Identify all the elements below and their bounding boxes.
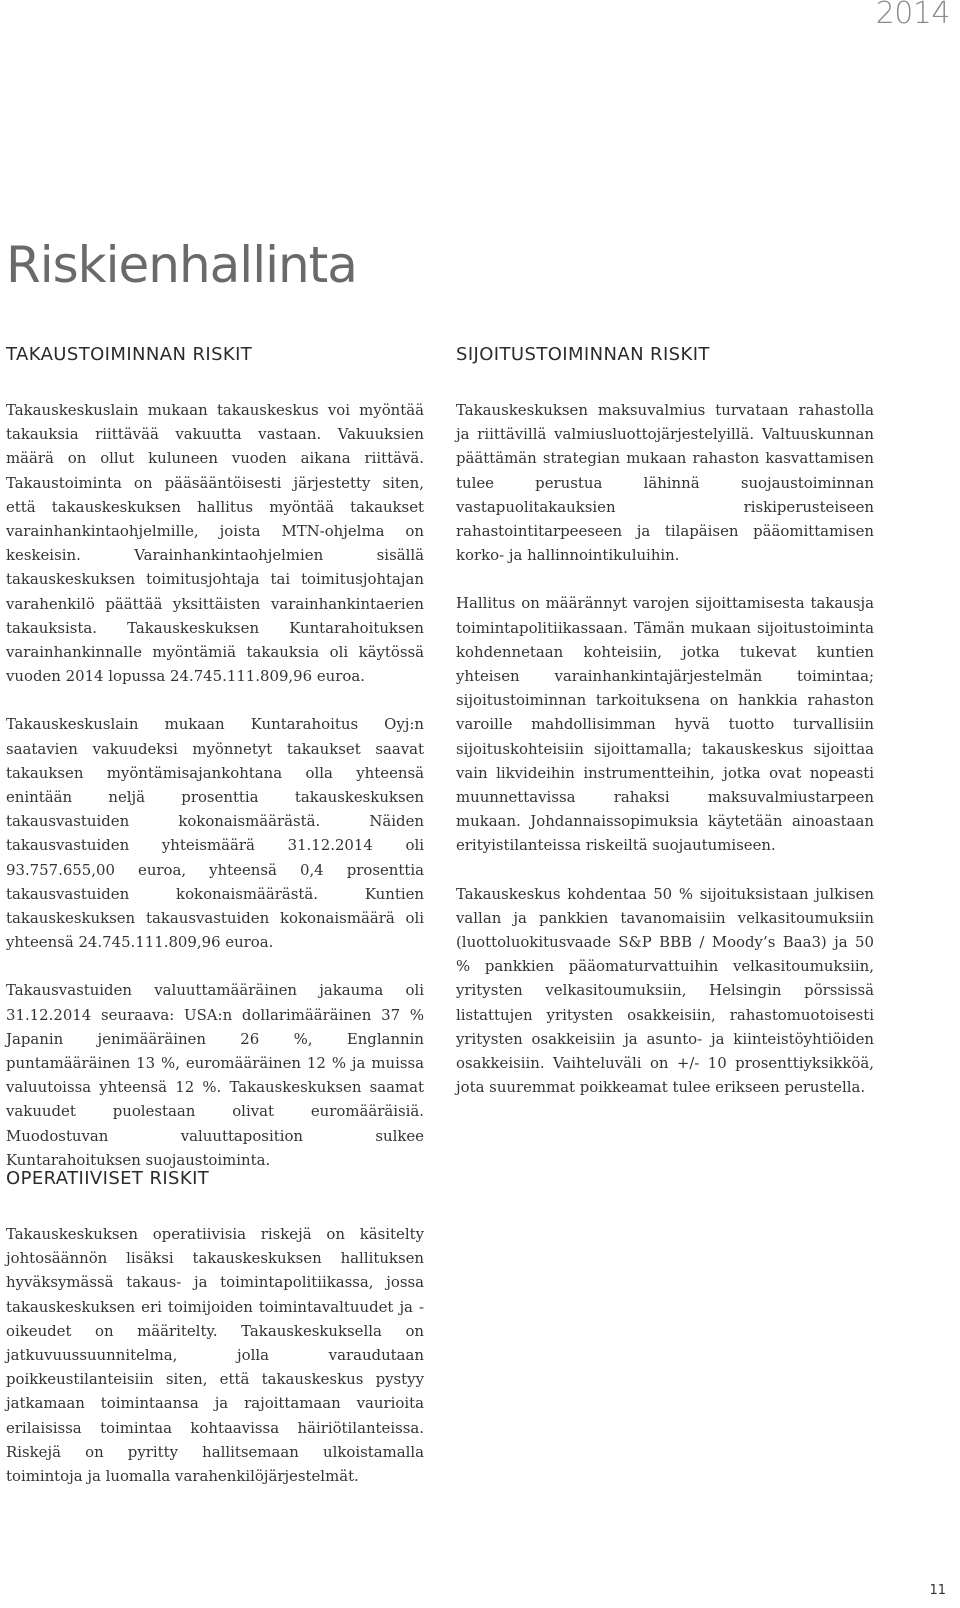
page-number: 11	[929, 1583, 946, 1598]
section-heading: TAKAUSTOIMINNAN RISKIT	[6, 344, 253, 365]
section-heading: SIJOITUSTOIMINNAN RISKIT	[456, 344, 710, 365]
section-takaustoiminnan-riskit	[6, 342, 424, 1196]
section-sijoitustoiminnan-riskit	[456, 342, 874, 1123]
paragraph: Takausvastuiden valuuttamääräinen jakauma oli 31.12.2014 seuraava: USA:n dollarimääräinen 37 % Japanin jenimääräinen 26 %, Englannin puntamääräinen 13 %, euromääräinen 12 % ja muissa valuutoissa yhteensä 12 %. Takauskeskuksen saamat vakuudet puolestaan olivat euromääräisiä. Muodostuvan valuuttaposition sulkee Kuntarahoituksen suojaustoiminta.	[6, 981, 424, 1169]
section-heading: OPERATIIVISET RISKIT	[6, 1168, 210, 1189]
section-operatiiviset-riskit	[6, 1166, 424, 1512]
paragraph: Hallitus on määrännyt varojen sijoittamisesta takausja toimintapolitiikassaan. Tämän mukaan sijoitustoiminta kohdennetaan kohteisiin, jotka tukevat kuntien yhteisen varainhankintajärjestelmän toimintaa; sijoitustoiminnan tarkoituksena on hankkia rahaston varoille mahdollisimman hyvä tuotto turvallisiin sijoituskohteisiin sijoittamalla; takauskeskus sijoittaa vain likvideihin instrumentteihin, jotka ovat nopeasti muunnettavissa rahaksi maksuvalmiustarpeen mukaan. Johdannaissopimuksia käytetään ainoastaan erityistilanteissa riskeiltä suojautumiseen.	[456, 594, 874, 855]
paragraph: Takauskeskuslain mukaan Kuntarahoitus Oyj:n saatavien vakuudeksi myönnetyt takaukset saavat takauksen myöntämisajankohtana olla yhteensä enintään neljä prosenttia takauskeskuksen takausvastuiden kokonaismäärästä. Näiden takausvastuiden yhteismäärä 31.12.2014 oli 93.757.655,00 euroa, yhteensä 0,4 prosenttia takausvastuiden kokonaismäärästä. Kuntien takauskeskuksen takausvastuiden kokonaismäärä oli yhteensä 24.745.111.809,96 euroa.	[6, 715, 424, 952]
paragraph: Takauskeskus kohdentaa 50 % sijoituksistaan julkisen vallan ja pankkien tavanomaisiin velkasitoumuksiin (luottoluokitusvaade S&P BBB / Moody’s Baa3) ja 50 % pankkien pääomaturvattuihin velkasitoumuksiin, yritysten velkasitoumuksiin, Helsingin pörssissä listattujen yritysten osakkeisiin, rahastomuotoisesti yritysten osakkeisiin ja asunto- ja kiinteistöyhtiöiden osakkeisiin. Vaihteluväli on +/- 10 prosenttiyksikköä, jota suuremmat poikkeamat tulee erikseen perustella.	[456, 884, 874, 1097]
paragraph: Takauskeskuksen operatiivisia riskejä on käsitelty johtosäännön lisäksi takauskeskuksen hallituksen hyväksymässä takaus- ja toimintapolitiikassa, jossa takauskeskuksen eri toimijoiden toimintavaltuudet ja -oikeudet on määritelty. Takauskeskuksella on jatkuvuussuunnitelma, jolla varaudutaan poikkeustilanteisiin siten, että takauskeskus pystyy jatkamaan toimintaansa ja rajoittamaan vaurioita erilaisissa toimintaa kohtaavissa häiriötilanteissa. Riskejä on pyritty hallitsemaan ulkoistamalla toimintoja ja luomalla varahenkilöjärjestelmät.	[6, 1225, 424, 1486]
page-title: Riskienhallinta	[6, 236, 357, 294]
paragraph: Takauskeskuksen maksuvalmius turvataan rahastolla ja riittävillä valmiusluottojärjestelyillä. Valtuuskunnan päättämän strategian mukaan rahaston kasvattamisen tulee perustua lähinnä suojaustoiminnan vastapuolitakauksien riskiperusteiseen rahastointitarpeeseen ja tilapäisen pääomittamisen korko- ja hallinnointikuluihin.	[456, 401, 874, 565]
paragraph: Takauskeskuslain mukaan takauskeskus voi myöntää takauksia riittävää vakuutta vastaan. Vakuuksien määrä on ollut kuluneen vuoden aikana riittävä. Takaustoiminta on pääsääntöisesti järjestetty siten, että takauskeskuksen hallitus myöntää takaukset varainhankintaohjelmille, joista MTN-ohjelma on keskeisin. Varainhankintaohjelmien sisällä takauskeskuksen toimitusjohtaja tai toimitusjohtajan varahenkilö päättää yksittäisten varainhankintaerien takauksista. Takauskeskuksen Kuntarahoituksen varainhankinnalle myöntämiä takauksia oli käytössä vuoden 2014 lopussa 24.745.111.809,96 euroa.	[6, 401, 424, 686]
header-year: 2014	[875, 0, 950, 31]
